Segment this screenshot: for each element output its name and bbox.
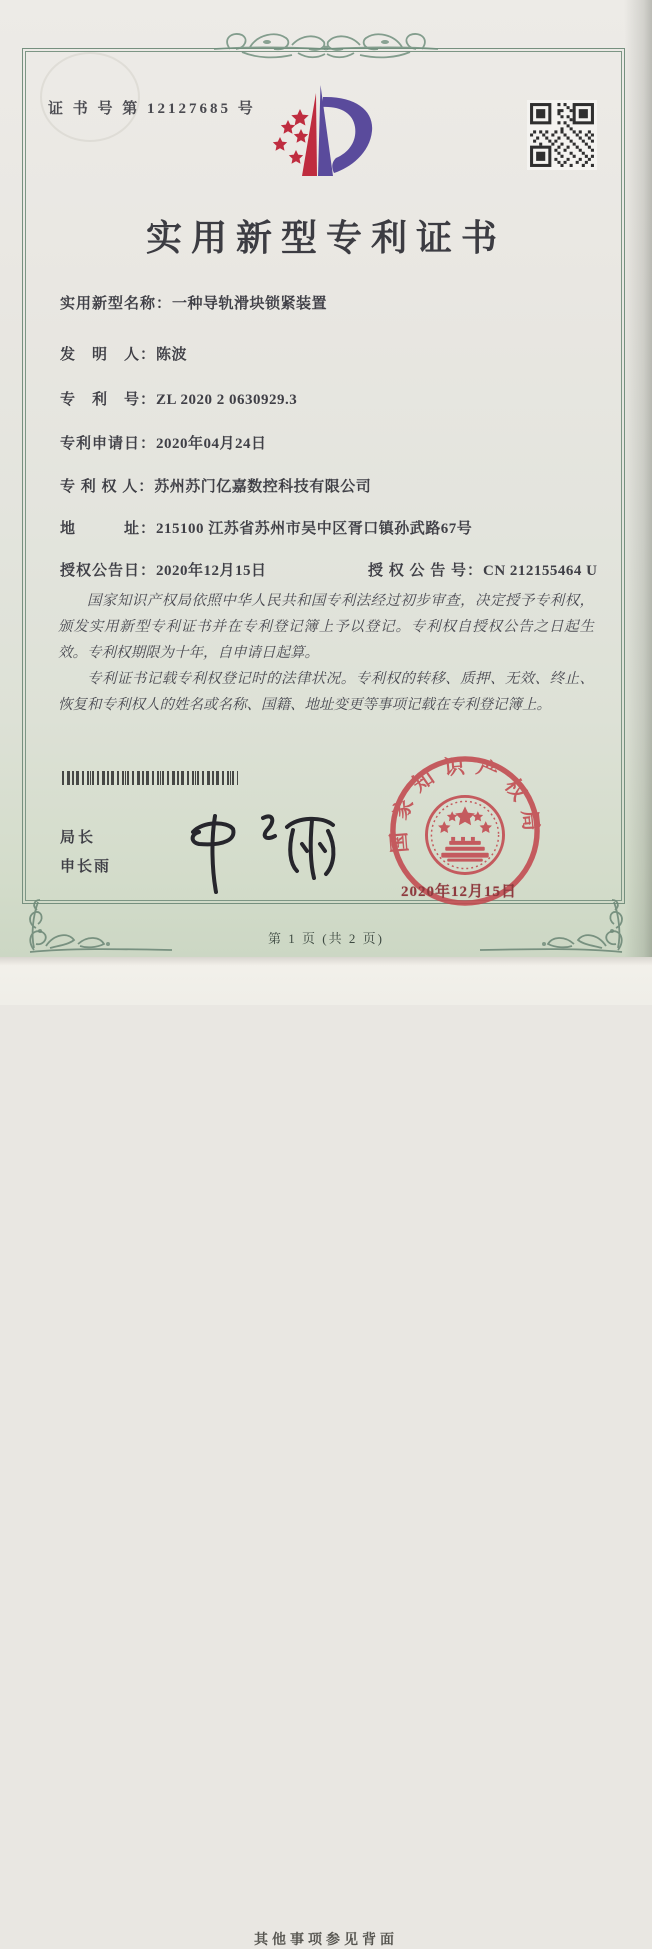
field-grant-date: [60, 559, 267, 580]
seal-date: 2020年12月15日: [401, 884, 518, 900]
field-value: 一种导轨滑块锁紧装置: [172, 296, 328, 312]
certificate-title: 实用新型专利证书: [145, 218, 506, 258]
field-value: 苏州苏门亿嘉数控科技有限公司: [154, 479, 372, 495]
certificate-page: [0, 0, 652, 957]
field-utility-model-name: [60, 292, 327, 313]
field-inventor: [60, 343, 187, 364]
bottom-left-flourish-ornament: [24, 898, 174, 956]
body-paragraph-2: 专利证书记载专利权登记时的法律状况。专利权的转移、质押、无效、终止、恢复和专利权人的姓名或名称、国籍、地址变更等事项记载在专利登记簿上。: [58, 671, 594, 713]
back-note: 其他事项参见背面: [254, 1933, 398, 1948]
field-value: 215100 江苏省苏州市吴中区胥口镇孙武路67号: [156, 521, 473, 537]
field-label: 发 明 人：: [60, 347, 157, 363]
page-edge-shadow: [624, 0, 652, 957]
page-number: 第 1 页 (共 2 页): [268, 931, 384, 946]
field-patentee: [60, 475, 371, 496]
svg-text:国家知识产权局: [387, 754, 544, 854]
qr-code-icon: [527, 100, 597, 170]
field-label: 专 利 号：: [60, 392, 157, 408]
certificate-number: 证 书 号 第 12127685 号: [48, 101, 256, 117]
body-paragraph-1: 国家知识产权局依照中华人民共和国专利法经过初步审查，决定授予专利权，颁发实用新型专利证书并在专利登记簿上予以登记。专利权自授权公告之日起生效。专利权期限为十年，自申请日起算。: [58, 593, 594, 661]
field-value: 陈波: [156, 347, 188, 363]
director-signature: [175, 792, 355, 897]
barcode-icon: [62, 771, 238, 785]
field-patent-number: [60, 388, 297, 409]
field-label: 授 权 公 告 号：: [368, 563, 484, 579]
top-flourish-ornament: [212, 26, 440, 70]
cnipa-logo-icon: [260, 80, 382, 186]
field-label: 地 址：: [60, 521, 157, 537]
field-filing-date: [60, 432, 267, 453]
field-label: 实用新型名称：: [60, 296, 173, 312]
field-value: ZL 2020 2 0630929.3: [156, 392, 298, 408]
field-label: 授权公告日：: [60, 563, 157, 579]
field-value: CN 212155464 U: [483, 563, 598, 579]
field-label: 专利申请日：: [60, 436, 157, 452]
field-grant-number: [368, 559, 598, 580]
officer-name: 申长雨: [60, 859, 112, 875]
field-address: [60, 517, 472, 538]
field-label: 专 利 权 人：: [60, 479, 155, 495]
next-page-strip: [0, 957, 652, 1948]
field-value: 2020年04月24日: [156, 436, 267, 452]
seal-text: 国家知识产权局: [387, 755, 543, 854]
field-value: 2020年12月15日: [156, 563, 267, 579]
officer-title: 局长: [60, 830, 97, 846]
national-emblem-icon: [426, 796, 503, 873]
certificate-body-text: [58, 588, 594, 718]
